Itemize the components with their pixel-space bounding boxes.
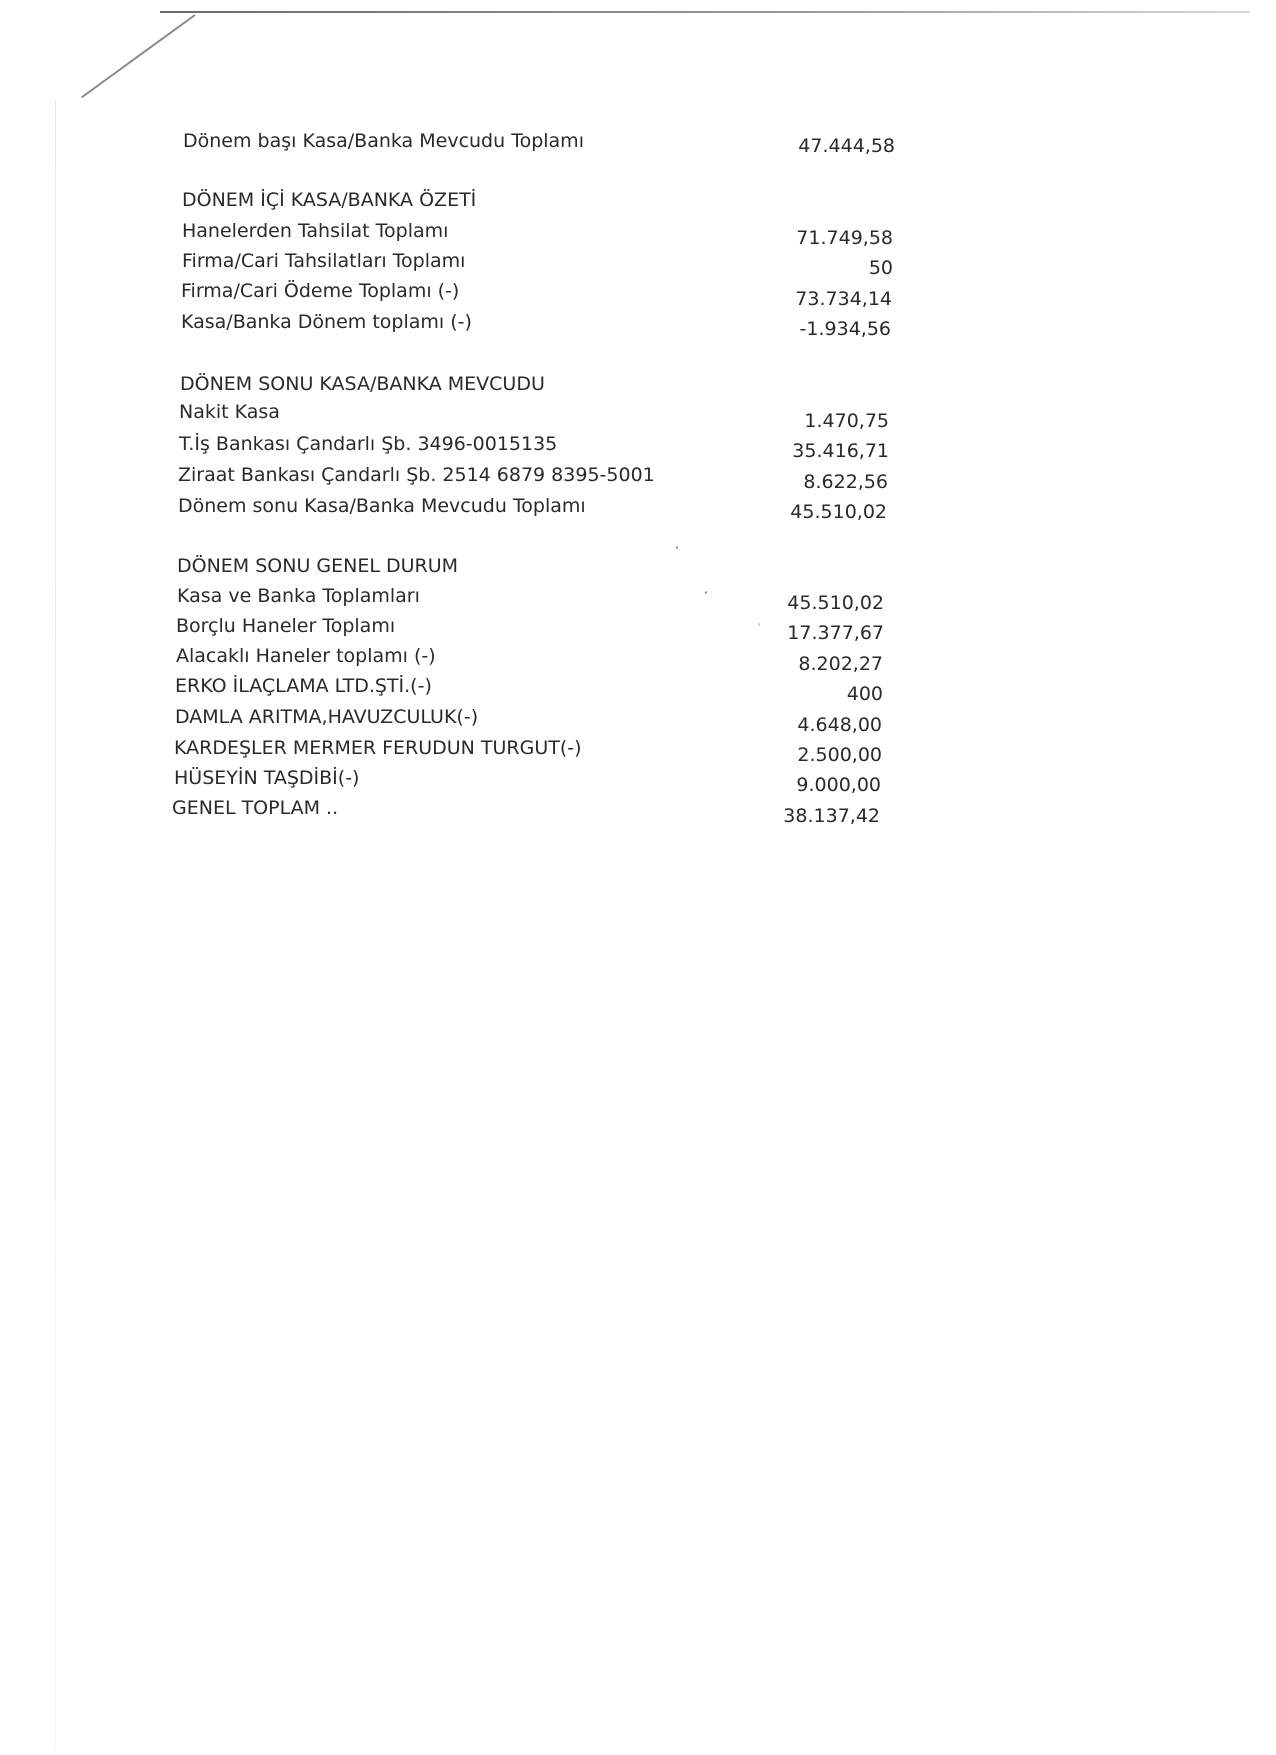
general-row-label: DAMLA ARITMA,HAVUZCULUK(-) [175, 706, 479, 728]
closing-row-value: 35.416,71 [792, 440, 889, 462]
period-row-label: Firma/Cari Ödeme Toplamı (-) [181, 280, 460, 302]
period-row-label: Firma/Cari Tahsilatları Toplamı [182, 250, 466, 272]
general-row-label: Borçlu Haneler Toplamı [176, 615, 396, 637]
closing-row-label: Ziraat Bankası Çandarlı Şb. 2514 6879 8395-5001 [178, 464, 655, 486]
closing-balance-heading: DÖNEM SONU KASA/BANKA MEVCUDU [180, 373, 545, 395]
page-edge-top [160, 11, 1250, 13]
closing-row-label: Nakit Kasa [179, 401, 280, 423]
general-row-label: KARDEŞLER MERMER FERUDUN TURGUT(-) [174, 737, 582, 759]
closing-row-value: 45.510,02 [790, 501, 887, 523]
grand-total-label: GENEL TOPLAM .. [172, 797, 339, 819]
period-row-value: 50 [868, 257, 893, 279]
scan-speck [704, 591, 707, 595]
general-row-value: 2.500,00 [797, 744, 882, 766]
grand-total-value: 38.137,42 [783, 805, 880, 827]
period-row-label: Kasa/Banka Dönem toplamı (-) [181, 311, 472, 333]
general-row-value: 45.510,02 [787, 592, 884, 614]
period-row-value: 73.734,14 [795, 288, 892, 310]
general-row-value: 4.648,00 [797, 714, 882, 736]
general-row-value: 8.202,27 [798, 653, 883, 675]
general-row-label: HÜSEYİN TAŞDİBİ(-) [174, 767, 360, 789]
general-row-label: Alacaklı Haneler toplamı (-) [176, 645, 436, 667]
general-row-value: 400 [846, 683, 883, 705]
general-row-label: ERKO İLAÇLAMA LTD.ŞTİ.(-) [175, 675, 432, 697]
scan-speck [676, 546, 678, 549]
closing-row-label: T.İş Bankası Çandarlı Şb. 3496-0015135 [179, 433, 558, 455]
closing-row-value: 1.470,75 [804, 410, 889, 432]
general-status-heading: DÖNEM SONU GENEL DURUM [177, 555, 459, 577]
opening-balance-label: Dönem başı Kasa/Banka Mevcudu Toplamı [183, 130, 584, 152]
closing-row-label: Dönem sonu Kasa/Banka Mevcudu Toplamı [178, 495, 586, 517]
period-summary-heading: DÖNEM İÇİ KASA/BANKA ÖZETİ [182, 189, 477, 211]
opening-balance-value: 47.444,58 [798, 135, 895, 157]
period-row-value: -1.934,56 [799, 318, 891, 340]
general-row-value: 17.377,67 [787, 622, 884, 644]
page-edge-corner [81, 14, 195, 98]
closing-row-value: 8.622,56 [803, 471, 888, 493]
period-row-value: 71.749,58 [796, 227, 893, 249]
period-row-label: Hanelerden Tahsilat Toplamı [182, 220, 449, 242]
general-row-value: 9.000,00 [796, 774, 881, 796]
page-edge-left [55, 100, 56, 1750]
general-row-label: Kasa ve Banka Toplamları [177, 585, 420, 607]
